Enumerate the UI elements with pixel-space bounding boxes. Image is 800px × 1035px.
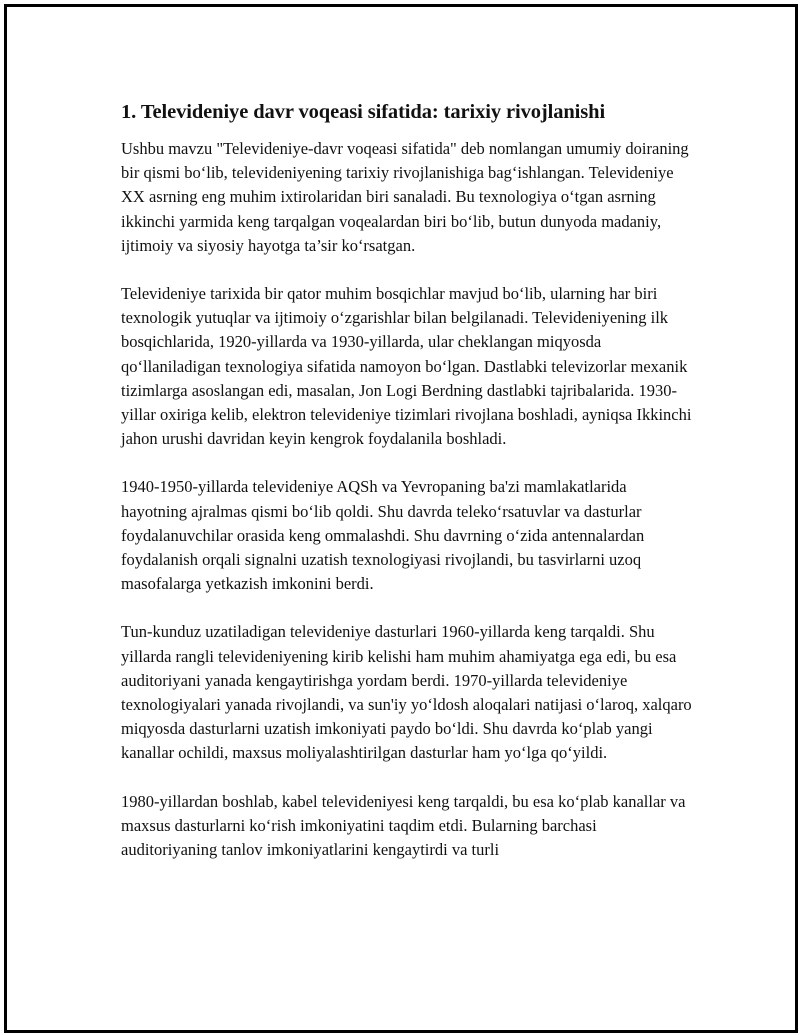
paragraph-1960-1970: Tun-kunduz uzatiladigan televideniye dasturlari 1960-yillarda keng tarqaldi. Shu yillarda rangli televideniyening kirib kelishi ham muhim ahamiyatga ega edi, bu esa auditoriyani yanada kengaytirishga yordam berdi. 1970-yillarda televideniye texnologiyalari yanada rivojlandi, va sun'iy yo‘ldosh aloqalari natijasi o‘laroq, xalqaro miqyosda dasturlarni uzatish imkoniyati paydo bo‘ldi. Shu davrda ko‘plab yangi kanallar ochildi, maxsus moliyalashtirilgan dasturlar ham yo‘lga qo‘yildi. bbox=[121, 622, 692, 763]
paragraph-early-history: Televideniye tarixida bir qator muhim bosqichlar mavjud bo‘lib, ularning har biri texnologik yutuqlar va ijtimoiy o‘zgarishlar bilan belgilanadi. Televideniyening ilk bosqichlarida, 1920-yillarda va 1930-yillarda, ular cheklangan miqyosda qo‘llaniladigan texnologiya sifatida namoyon bo‘lgan. Dastlabki televizorlar mexanik tizimlarga asoslangan edi, masalan, Jon Logi Berdning dastlabki tajribalarida. 1930-yillar oxiriga kelib, elektron televideniye tizimlari rivojlana boshladi, ayniqsa Ikkinchi jahon urushi davridan keyin kengrok foydalanila boshladi. bbox=[121, 284, 692, 449]
paragraph-intro: Ushbu mavzu "Televideniye-davr voqeasi sifatida" deb nomlangan umumiy doiraning bir qismi bo‘lib, televideniyening tarixiy rivojlanishiga bag‘ishlangan. Televideniye XX asrning eng muhim ixtirolaridan biri sanaladi. Bu texnologiya o‘tgan asrning ikkinchi yarmida keng tarqalgan voqealardan biri bo‘lib, butun dunyoda madaniy, ijtimoiy va siyosiy hayotga ta’sir ko‘rsatgan. bbox=[121, 139, 689, 255]
paragraph-1940-1950: 1940-1950-yillarda televideniye AQSh va Yevropaning ba'zi mamlakatlarida hayotning ajralmas qismi bo‘lib qoldi. Shu davrda teleko‘rsatuvlar va dasturlar foydalanuvchilar orasida keng ommalashdi. Shu davrning o‘zida antennalardan foydalanish orqali signalni uzatish texnologiyasi rivojlandi, bu tasvirlarni uzoq masofalarga yetkazish imkonini berdi. bbox=[121, 477, 645, 594]
paragraph-1980s: 1980-yillardan boshlab, kabel televideniyesi keng tarqaldi, bu esa ko‘plab kanallar va maxsus dasturlarni ko‘rish imkoniyatini taqdim etdi. Bularning barchasi auditoriyaning tanlov imkoniyatlarini kengaytirdi va turli bbox=[121, 791, 686, 860]
document-body bbox=[121, 99, 696, 886]
page-frame bbox=[4, 4, 798, 1033]
section-title: 1. Televideniye davr voqeasi sifatida: tarixiy rivojlanishi bbox=[121, 101, 606, 123]
